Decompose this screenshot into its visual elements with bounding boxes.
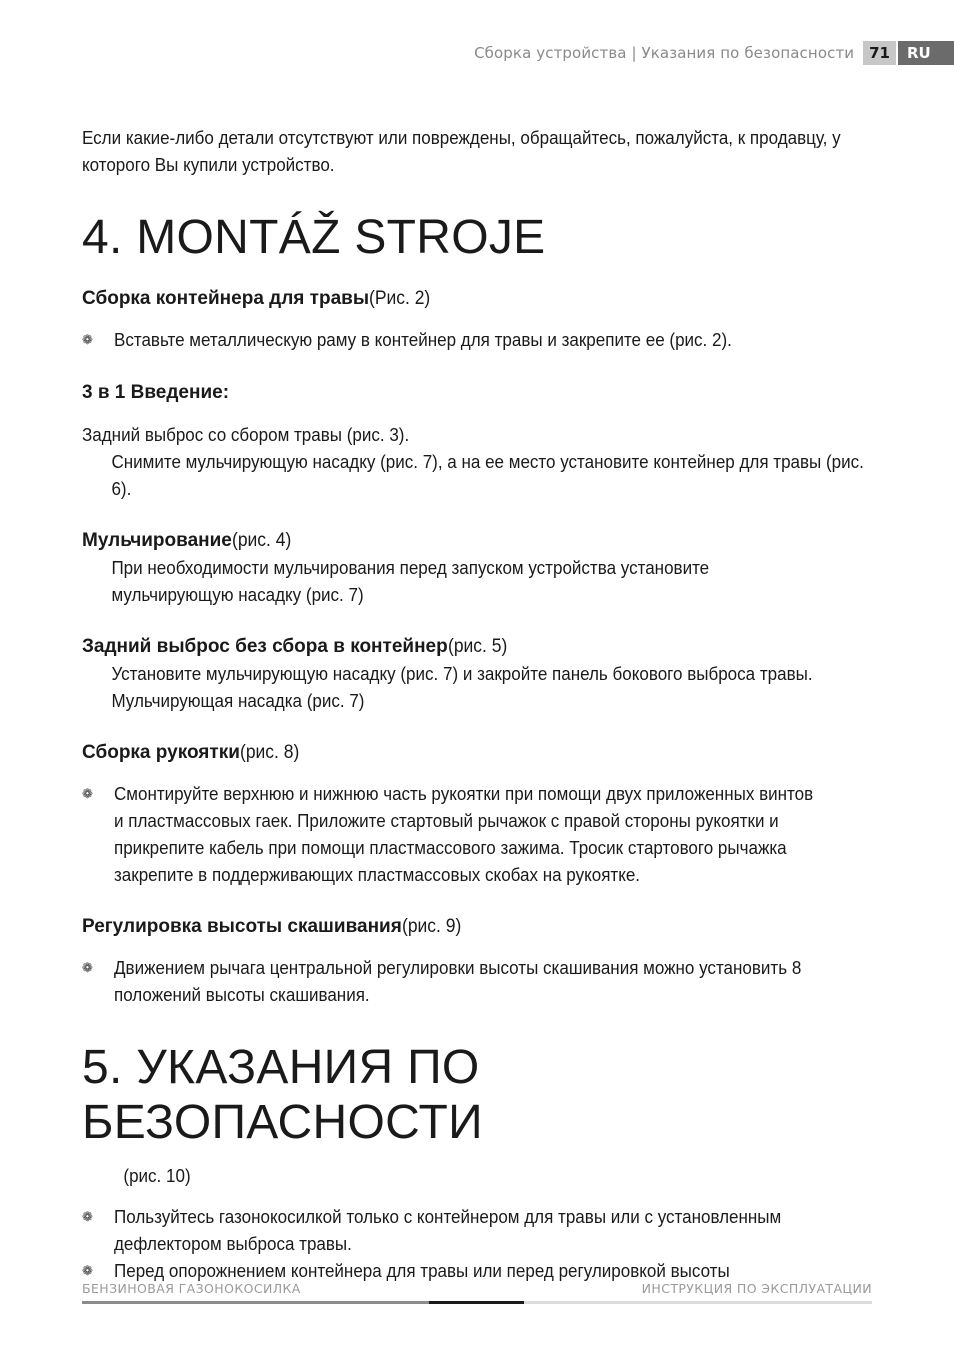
bullet-icon: ❁ (82, 786, 93, 801)
safety-bullet-1 (82, 1203, 882, 1257)
section-5-title: 5. УКАЗАНИЯ ПО БЕЗОПАСНОСТИ (82, 1041, 483, 1149)
handle-bullet-text: Смонтируйте верхнюю и нижнюю часть рукоятки при помощи двух приложенных винтов и пластмассовых гаек. Приложите стартовый рычажок с правой стороны рукоятки и прикрепите кабель при помощи пластмассового зажима. Тросик стартового рычажка закрепите в поддерживающих пластмассовых скобах на рукоятке. (114, 783, 814, 885)
bullet-icon: ❁ (82, 1209, 93, 1224)
section-5-ref: (рис. 10) (123, 1165, 191, 1186)
footer-right: ИНСТРУКЦИЯ ПО ЭКСПЛУАТАЦИИ (641, 1281, 872, 1296)
container-ref: (Рис. 2) (369, 288, 431, 309)
handle-bullet (82, 780, 882, 888)
footer-bar-left (82, 1301, 429, 1304)
height-heading-bold: Регулировка высоты скашивания (82, 916, 402, 937)
page-content (82, 124, 882, 1284)
rear-text: Установите мульчирующую насадку (рис. 7) и закройте панель бокового выброса травы. Мульчирующая насадка (рис. 7) (111, 663, 813, 711)
height-heading (82, 913, 882, 940)
height-bullet (82, 954, 882, 1008)
intro3in1-heading (82, 379, 882, 406)
safety-bullet-2-text: Перед опорожнением контейнера для травы или перед регулировкой высоты (114, 1260, 730, 1281)
mulching-heading (82, 527, 882, 554)
footer-bar-mid (429, 1301, 524, 1304)
height-bullet-text: Движением рычага центральной регулировки высоты скашивания можно установить 8 положений высоты скашивания. (114, 957, 802, 1005)
handle-heading (82, 739, 882, 766)
intro-paragraph: Если какие-либо детали отсутствуют или повреждены, обращайтесь, пожалуйста, к продавцу, у которого Вы купили устройство. (82, 127, 841, 175)
footer-bar-right (524, 1301, 872, 1304)
height-ref: (рис. 9) (401, 916, 462, 937)
mulching-text: При необходимости мульчирования перед запуском устройства установите мульчирующую насадку (рис. 7) (111, 557, 710, 605)
section-4-title: 4. MONTÁŽ STROJE (82, 211, 546, 264)
container-heading (82, 285, 882, 312)
container-bullet-text: Вставьте металлическую раму в контейнер для травы и закрепите ее (рис. 2). (114, 329, 732, 350)
handle-heading-bold: Сборка рукоятки (82, 742, 240, 763)
handle-ref: (рис. 8) (239, 742, 300, 763)
intro3in1-indent: Снимите мульчирующую насадку (рис. 7), а на ее место установите контейнер для травы (рис. 6). (111, 451, 864, 499)
rear-heading (82, 633, 882, 660)
bullet-icon: ❁ (82, 960, 93, 975)
safety-bullet-2 (82, 1257, 882, 1284)
page-number: 71 (863, 41, 896, 65)
mulching-heading-bold: Мульчирование (82, 530, 232, 551)
container-heading-bold: Сборка контейнера для травы (82, 288, 370, 309)
safety-bullet-1-text: Пользуйтесь газонокосилкой только с контейнером для травы или с установленным дефлектором выброса травы. (114, 1206, 782, 1254)
page-header (474, 41, 954, 65)
rear-heading-bold: Задний выброс без сбора в контейнер (82, 636, 448, 657)
container-bullet (82, 326, 882, 353)
bullet-icon: ❁ (82, 332, 93, 347)
mulching-ref: (рис. 4) (231, 530, 292, 551)
language-tab: RU (898, 41, 954, 65)
footer-left: БЕНЗИНОВАЯ ГАЗОНОКОСИЛКА (82, 1281, 301, 1296)
rear-ref: (рис. 5) (447, 636, 508, 657)
header-title: Сборка устройства | Указания по безопасности (474, 44, 855, 62)
intro3in1-heading-bold: 3 в 1 Введение: (82, 382, 230, 403)
bullet-icon: ❁ (82, 1263, 93, 1278)
intro3in1-line: Задний выброс со сбором травы (рис. 3). (82, 424, 410, 445)
